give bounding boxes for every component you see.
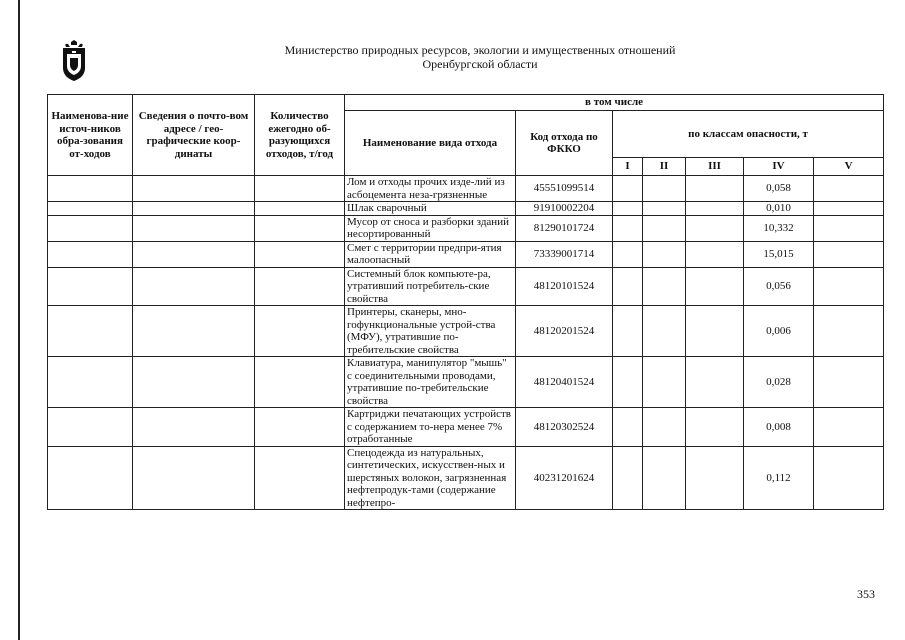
waste-code: 48120302524 — [516, 408, 613, 447]
waste-name: Системный блок компьюте-ра, утративший потребитель-ские свойства — [345, 267, 516, 306]
page-number: 353 — [857, 587, 875, 601]
class-4-value: 0,058 — [744, 176, 814, 202]
waste-code: 48120401524 — [516, 357, 613, 408]
table-row — [48, 215, 884, 241]
header-class-4: IV — [744, 158, 814, 176]
waste-code: 73339001714 — [516, 241, 613, 267]
header-source-name: Наименова-ние источ-ников обра-зования от-ходов — [48, 95, 133, 176]
binding-line — [18, 0, 20, 640]
class-4-value: 0,008 — [744, 408, 814, 447]
header-class-2: II — [643, 158, 686, 176]
header-class-1: I — [613, 158, 643, 176]
waste-name: Спецодежда из натуральных, синтетических, искусствен-ных и шерстяных волокон, загрязненная нефтепродук-тами (содержание нефтепро- — [347, 446, 507, 509]
waste-name: Принтеры, сканеры, мно-гофункциональные устрой-ства (МФУ), утратившие по-требительские свойства — [345, 306, 516, 357]
header-including: в том числе — [345, 95, 884, 111]
header-quantity: Количество ежегодно об-разующихся отходов, т/год — [255, 95, 345, 176]
table-row — [48, 241, 884, 267]
header-hazard-classes: по классам опасности, т — [613, 111, 884, 158]
waste-code: 48120201524 — [516, 306, 613, 357]
header-fkko-code: Код отхода по ФККО — [516, 111, 613, 176]
waste-name: Шлак сварочный — [345, 202, 516, 216]
class-4-value: 0,112 — [744, 446, 814, 510]
header-class-5: V — [814, 158, 884, 176]
waste-name: Картриджи печатающих устройств с содержанием то-нера менее 7% отработанные — [345, 408, 516, 447]
waste-code: 91910002204 — [516, 202, 613, 216]
waste-name: Смет с территории предпри-ятия малоопасный — [345, 241, 516, 267]
class-4-value: 0,056 — [744, 267, 814, 306]
waste-code: 48120101524 — [516, 267, 613, 306]
table-row — [48, 306, 884, 357]
waste-name: Лом и отходы прочих изде-лий из асбоцемента неза-грязненные — [345, 176, 516, 202]
table-row — [48, 267, 884, 306]
table-row — [48, 446, 884, 510]
waste-code: 81290101724 — [516, 215, 613, 241]
waste-table — [47, 94, 884, 510]
coat-of-arms-icon — [60, 40, 88, 82]
table-row — [48, 176, 884, 202]
header-address: Сведения о почто-вом адресе / гео-графические коор-динаты — [133, 95, 255, 176]
class-4-value: 0,010 — [744, 202, 814, 216]
class-4-value: 10,332 — [744, 215, 814, 241]
header-class-3: III — [686, 158, 744, 176]
header-region: Оренбургской области — [422, 57, 538, 71]
table-row — [48, 357, 884, 408]
table-row — [48, 408, 884, 447]
waste-code: 45551099514 — [516, 176, 613, 202]
waste-name: Мусор от сноса и разборки зданий несортированный — [345, 215, 516, 241]
header-waste-type: Наименование вида отхода — [345, 111, 516, 176]
class-4-value: 0,006 — [744, 306, 814, 357]
waste-name: Клавиатура, манипулятор "мышь" с соединительными проводами, утратившие по-требительские свойства — [345, 357, 516, 408]
class-4-value: 15,015 — [744, 241, 814, 267]
waste-code: 40231201624 — [516, 446, 613, 510]
document-header — [200, 43, 760, 71]
header-ministry: Министерство природных ресурсов, экологии и имущественных отношений — [284, 43, 676, 57]
class-4-value: 0,028 — [744, 357, 814, 408]
table-row — [48, 202, 884, 216]
